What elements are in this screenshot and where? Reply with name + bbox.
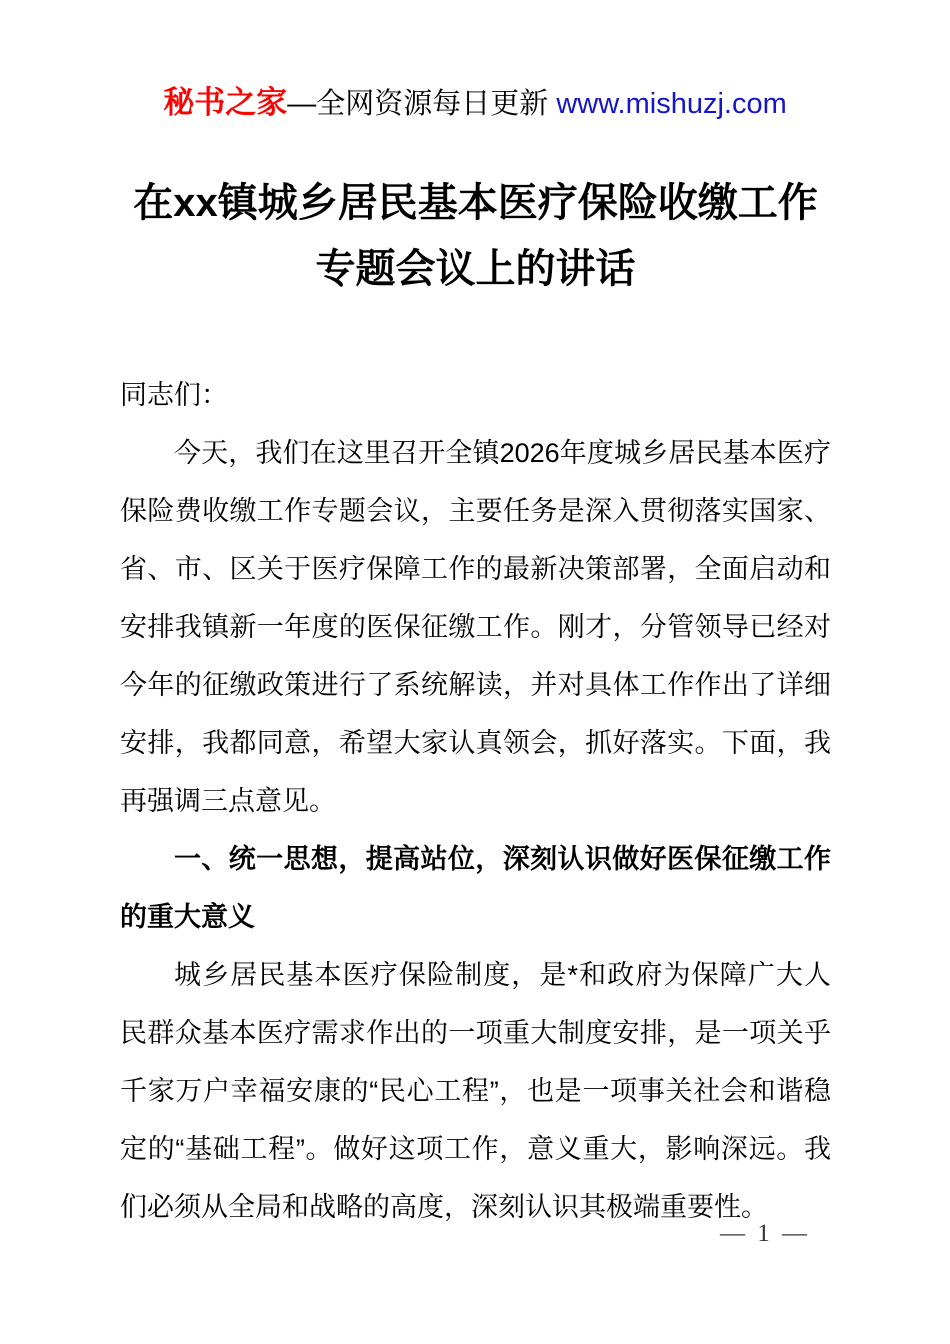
salutation: 同志们：	[120, 380, 228, 410]
page-header	[0, 84, 950, 123]
section-heading-1: 一、统一思想，提高站位，深刻认识做好医保征缴工作的重大意义	[120, 844, 831, 932]
header-tagline: —全网资源每日更新	[287, 88, 557, 120]
document-title	[120, 170, 831, 302]
title-line-1: 在xx镇城乡居民基本医疗保险收缴工作	[133, 181, 818, 225]
document-body	[120, 366, 831, 1236]
page-number: — 1 —	[720, 1220, 810, 1247]
paragraph-1: 今天，我们在这里召开全镇2026年度城乡居民基本医疗保险费收缴工作专题会议，主要任务是深入贯彻落实国家、省、市、区关于医疗保障工作的最新决策部署，全面启动和安排我镇新一年度的医保征缴工作。刚才，分管领导已经对今年的征缴政策进行了系统解读，并对具体工作作出了详细安排，我都同意，希望大家认真领会，抓好落实。下面，我再强调三点意见。	[120, 438, 831, 816]
site-url-link[interactable]: www.mishuzj.com	[556, 88, 787, 120]
paragraph-2: 城乡居民基本医疗保险制度，是*和政府为保障广大人民群众基本医疗需求作出的一项重大制度安排，是一项关乎千家万户幸福安康的“民心工程”，也是一项事关社会和谐稳定的“基础工程”。做好这项工作，意义重大，影响深远。我们必须从全局和战略的高度，深刻认识其极端重要性。	[120, 960, 831, 1222]
site-brand: 秘书之家	[163, 85, 288, 120]
title-line-2: 专题会议上的讲话	[315, 247, 636, 291]
